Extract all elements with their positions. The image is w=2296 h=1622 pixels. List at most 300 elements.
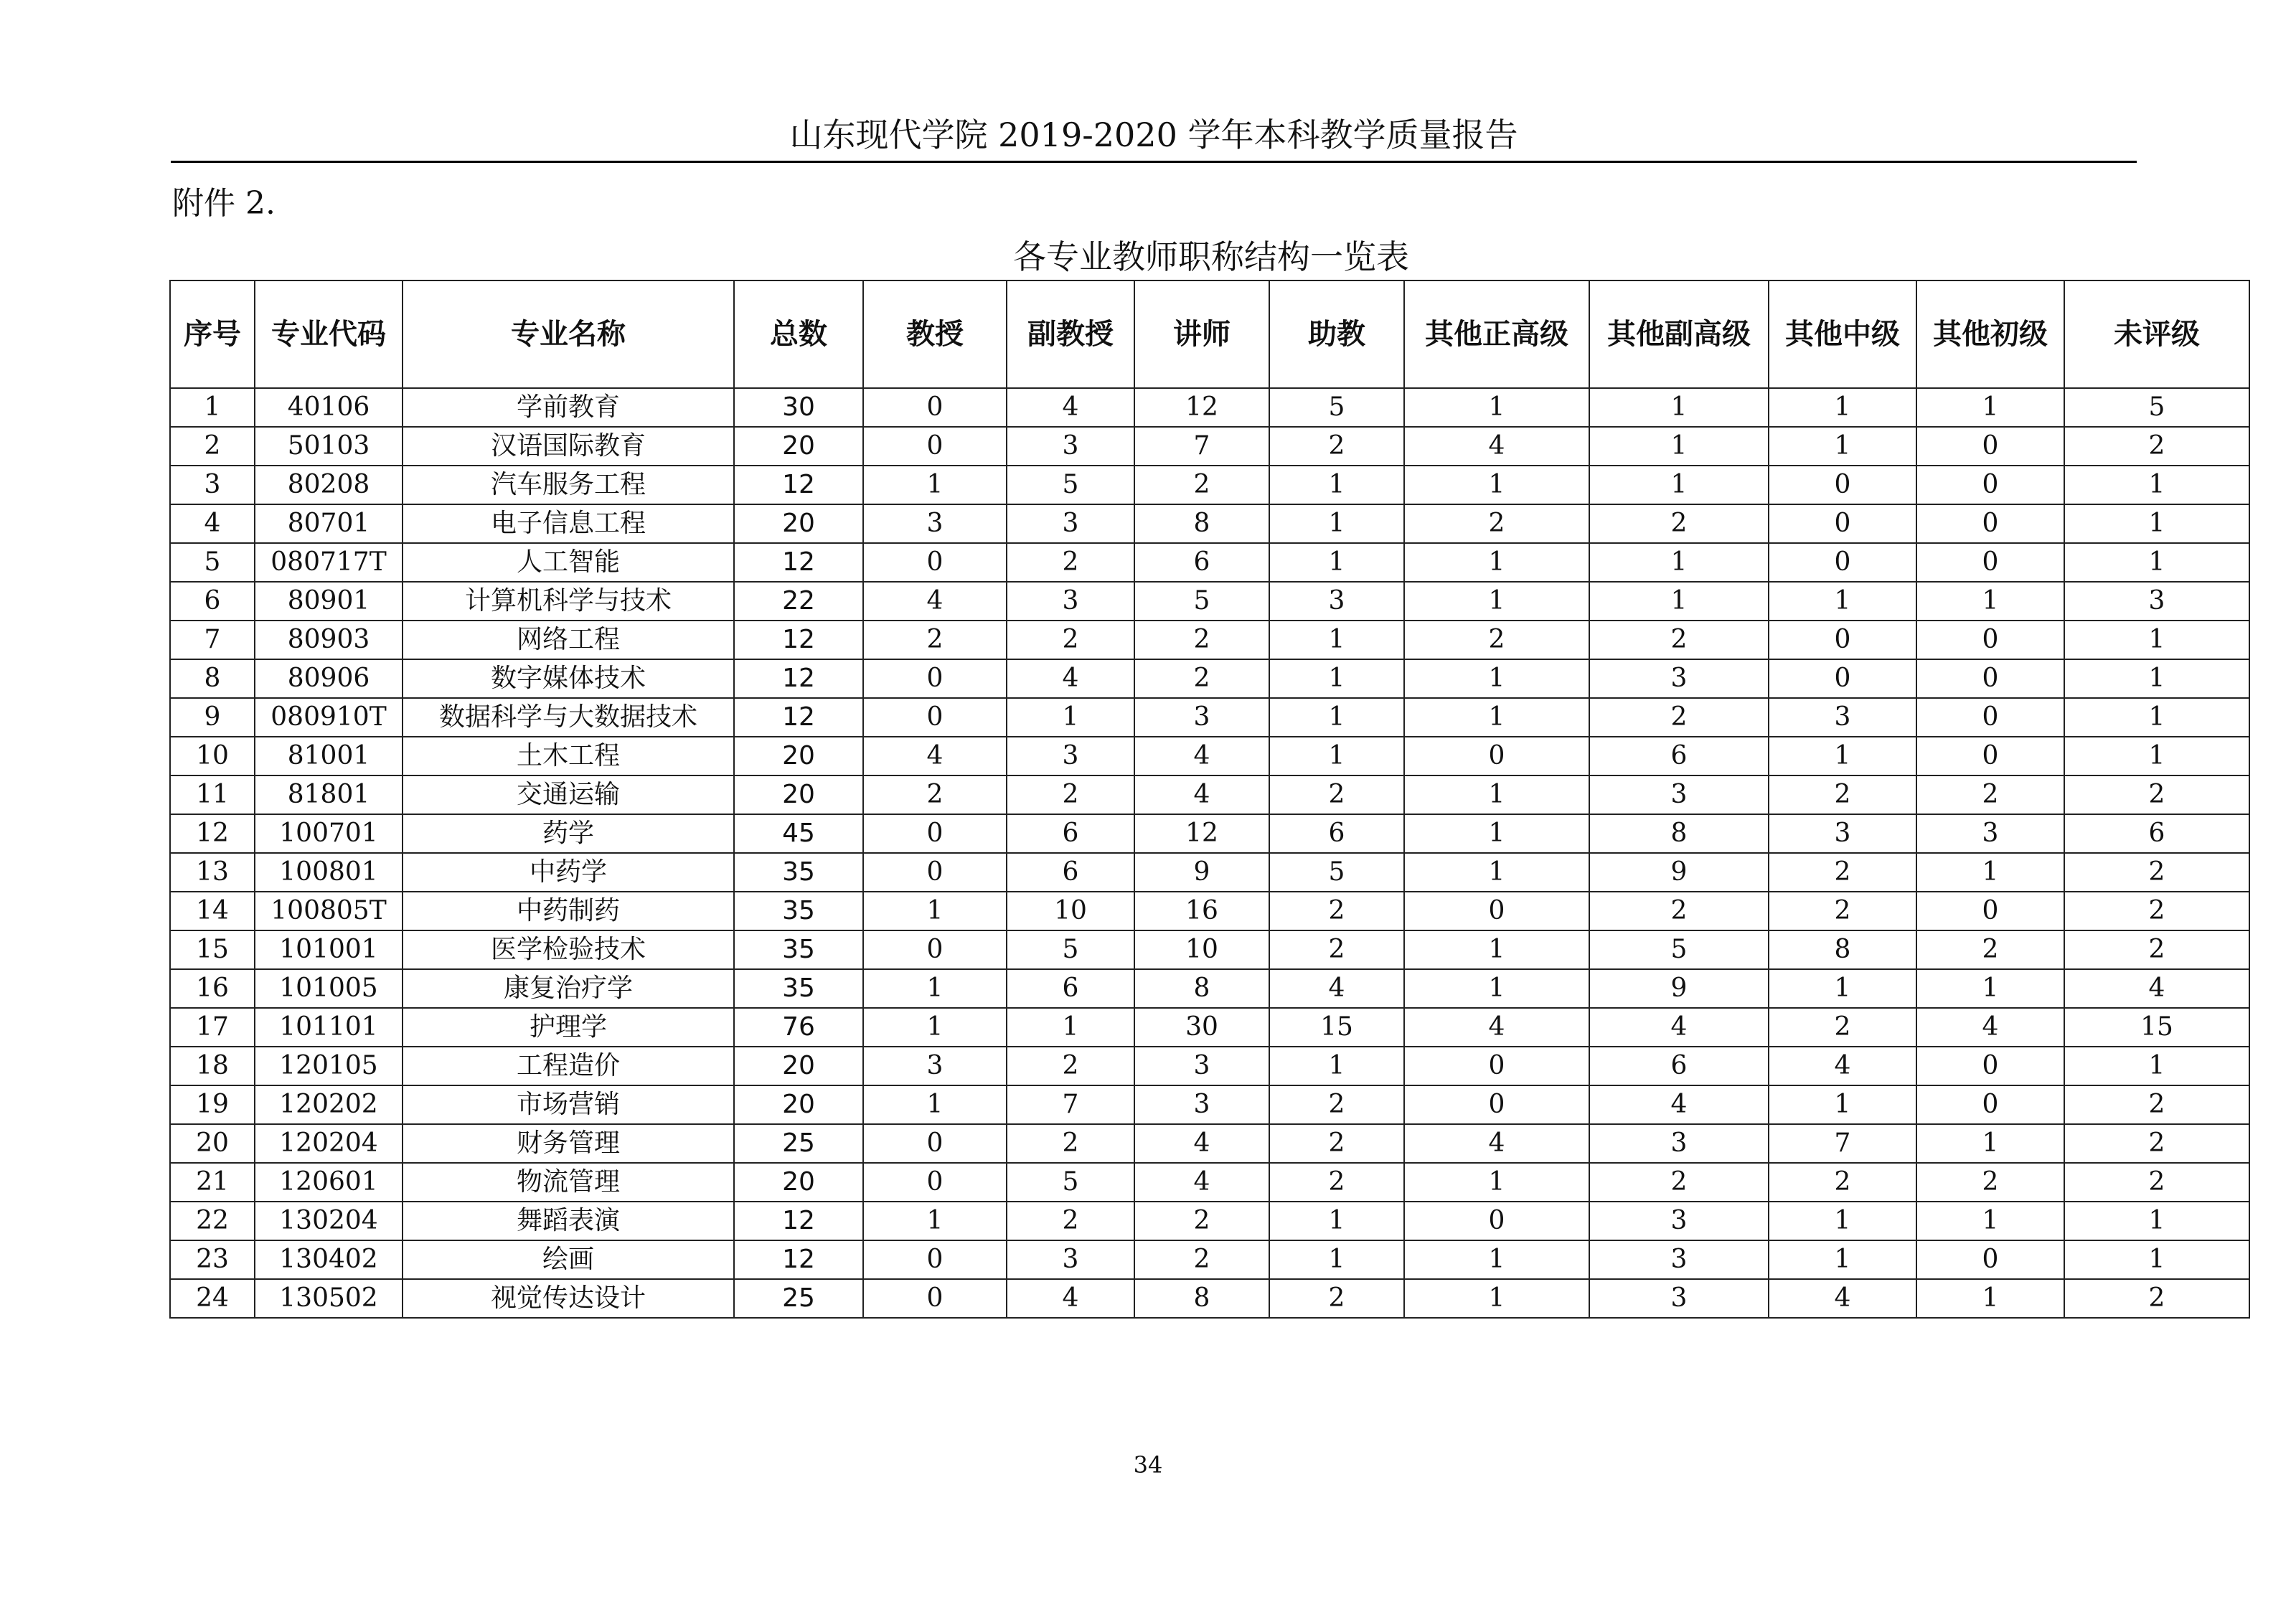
cell-assistant: 1 [1269, 659, 1404, 698]
cell-other-senior: 1 [1404, 582, 1589, 621]
cell-other-senior: 0 [1404, 1202, 1589, 1240]
table-title: 各专业教师职称结构一览表 [1013, 237, 1409, 276]
cell-other-intermediate: 2 [1769, 1008, 1916, 1047]
cell-other-junior: 0 [1916, 504, 2064, 543]
cell-major: 物流管理 [403, 1163, 734, 1202]
cell-major: 药学 [403, 814, 734, 853]
cell-other-junior: 3 [1916, 814, 2064, 853]
cell-unrated: 2 [2064, 1279, 2249, 1318]
cell-professor: 3 [863, 1047, 1007, 1085]
cell-other-junior: 1 [1916, 969, 2064, 1008]
cell-major: 市场营销 [403, 1085, 734, 1124]
cell-seq: 20 [170, 1124, 255, 1163]
table-row [170, 427, 2249, 466]
cell-other-junior: 2 [1916, 930, 2064, 969]
cell-other-intermediate: 2 [1769, 853, 1916, 892]
cell-total: 12 [734, 1240, 863, 1279]
cell-other-junior: 1 [1916, 1124, 2064, 1163]
cell-assistant: 1 [1269, 698, 1404, 737]
cell-professor: 0 [863, 427, 1007, 466]
table-body [170, 388, 2249, 1318]
header-divider [171, 161, 2137, 163]
cell-other-senior: 1 [1404, 659, 1589, 698]
cell-unrated: 2 [2064, 1163, 2249, 1202]
cell-other-junior: 0 [1916, 621, 2064, 659]
cell-associate-professor: 5 [1007, 466, 1134, 504]
cell-total: 35 [734, 853, 863, 892]
column-header-unrated: 未评级 [2064, 280, 2249, 388]
cell-major: 汉语国际教育 [403, 427, 734, 466]
cell-other-senior: 0 [1404, 1085, 1589, 1124]
column-header-other-intermediate: 其他中级 [1769, 280, 1916, 388]
cell-associate-professor: 4 [1007, 659, 1134, 698]
cell-unrated: 6 [2064, 814, 2249, 853]
cell-assistant: 1 [1269, 466, 1404, 504]
cell-unrated: 1 [2064, 698, 2249, 737]
cell-other-vice-senior: 1 [1589, 582, 1769, 621]
cell-unrated: 3 [2064, 582, 2249, 621]
cell-unrated: 2 [2064, 1124, 2249, 1163]
cell-professor: 0 [863, 543, 1007, 582]
table-row [170, 543, 2249, 582]
table-row [170, 582, 2249, 621]
cell-major: 汽车服务工程 [403, 466, 734, 504]
cell-total: 35 [734, 969, 863, 1008]
cell-total: 12 [734, 621, 863, 659]
cell-lecturer: 4 [1134, 1163, 1269, 1202]
cell-professor: 0 [863, 930, 1007, 969]
cell-other-intermediate: 1 [1769, 1202, 1916, 1240]
cell-code: 120601 [255, 1163, 403, 1202]
cell-other-junior: 0 [1916, 1085, 2064, 1124]
column-header-other-vice-senior: 其他副高级 [1589, 280, 1769, 388]
cell-seq: 23 [170, 1240, 255, 1279]
cell-associate-professor: 4 [1007, 1279, 1134, 1318]
cell-other-senior: 2 [1404, 504, 1589, 543]
cell-other-vice-senior: 1 [1589, 388, 1769, 427]
cell-other-vice-senior: 4 [1589, 1008, 1769, 1047]
cell-total: 20 [734, 737, 863, 775]
cell-professor: 0 [863, 1240, 1007, 1279]
cell-code: 81801 [255, 775, 403, 814]
cell-associate-professor: 3 [1007, 504, 1134, 543]
cell-other-senior: 4 [1404, 1008, 1589, 1047]
cell-seq: 9 [170, 698, 255, 737]
cell-other-junior: 1 [1916, 388, 2064, 427]
cell-associate-professor: 6 [1007, 814, 1134, 853]
cell-assistant: 2 [1269, 1163, 1404, 1202]
cell-lecturer: 9 [1134, 853, 1269, 892]
cell-other-intermediate: 8 [1769, 930, 1916, 969]
cell-other-intermediate: 1 [1769, 969, 1916, 1008]
cell-total: 20 [734, 1085, 863, 1124]
cell-total: 20 [734, 427, 863, 466]
cell-associate-professor: 3 [1007, 582, 1134, 621]
cell-assistant: 2 [1269, 1085, 1404, 1124]
cell-assistant: 2 [1269, 892, 1404, 930]
cell-total: 12 [734, 543, 863, 582]
table-row [170, 1008, 2249, 1047]
cell-other-vice-senior: 3 [1589, 659, 1769, 698]
cell-other-vice-senior: 3 [1589, 1124, 1769, 1163]
column-header-seq: 序号 [170, 280, 255, 388]
cell-code: 130204 [255, 1202, 403, 1240]
cell-other-senior: 1 [1404, 1240, 1589, 1279]
cell-code: 120202 [255, 1085, 403, 1124]
cell-professor: 0 [863, 814, 1007, 853]
cell-other-junior: 0 [1916, 892, 2064, 930]
cell-professor: 0 [863, 1279, 1007, 1318]
cell-other-vice-senior: 4 [1589, 1085, 1769, 1124]
cell-seq: 15 [170, 930, 255, 969]
table-row [170, 969, 2249, 1008]
cell-seq: 7 [170, 621, 255, 659]
cell-lecturer: 6 [1134, 543, 1269, 582]
cell-other-junior: 1 [1916, 1279, 2064, 1318]
cell-professor: 4 [863, 582, 1007, 621]
cell-associate-professor: 3 [1007, 737, 1134, 775]
cell-code: 080910T [255, 698, 403, 737]
cell-other-junior: 0 [1916, 698, 2064, 737]
cell-professor: 0 [863, 853, 1007, 892]
cell-assistant: 2 [1269, 1279, 1404, 1318]
cell-other-intermediate: 7 [1769, 1124, 1916, 1163]
cell-other-intermediate: 2 [1769, 775, 1916, 814]
cell-unrated: 5 [2064, 388, 2249, 427]
cell-assistant: 1 [1269, 543, 1404, 582]
cell-other-vice-senior: 1 [1589, 466, 1769, 504]
cell-code: 130502 [255, 1279, 403, 1318]
cell-unrated: 2 [2064, 427, 2249, 466]
cell-total: 12 [734, 659, 863, 698]
attachment-label: 附件 2. [172, 185, 276, 222]
cell-associate-professor: 1 [1007, 698, 1134, 737]
cell-associate-professor: 2 [1007, 1124, 1134, 1163]
cell-associate-professor: 4 [1007, 388, 1134, 427]
table-row [170, 1163, 2249, 1202]
cell-total: 25 [734, 1279, 863, 1318]
cell-other-junior: 0 [1916, 737, 2064, 775]
cell-other-vice-senior: 3 [1589, 1202, 1769, 1240]
cell-unrated: 1 [2064, 504, 2249, 543]
cell-other-senior: 1 [1404, 1279, 1589, 1318]
cell-lecturer: 8 [1134, 504, 1269, 543]
table-row [170, 775, 2249, 814]
cell-unrated: 2 [2064, 853, 2249, 892]
cell-major: 医学检验技术 [403, 930, 734, 969]
cell-other-junior: 2 [1916, 1163, 2064, 1202]
cell-professor: 2 [863, 621, 1007, 659]
cell-assistant: 5 [1269, 388, 1404, 427]
cell-other-intermediate: 0 [1769, 621, 1916, 659]
cell-total: 20 [734, 1047, 863, 1085]
column-header-major: 专业名称 [403, 280, 734, 388]
cell-associate-professor: 2 [1007, 1202, 1134, 1240]
cell-other-vice-senior: 3 [1589, 775, 1769, 814]
cell-other-intermediate: 3 [1769, 814, 1916, 853]
cell-professor: 0 [863, 1163, 1007, 1202]
cell-other-senior: 1 [1404, 775, 1589, 814]
column-header-lecturer: 讲师 [1134, 280, 1269, 388]
cell-professor: 1 [863, 892, 1007, 930]
column-header-total: 总数 [734, 280, 863, 388]
table-row [170, 1047, 2249, 1085]
cell-code: 120105 [255, 1047, 403, 1085]
cell-seq: 4 [170, 504, 255, 543]
cell-total: 35 [734, 930, 863, 969]
column-header-code: 专业代码 [255, 280, 403, 388]
cell-assistant: 2 [1269, 427, 1404, 466]
table-row [170, 1085, 2249, 1124]
cell-other-senior: 1 [1404, 853, 1589, 892]
cell-other-intermediate: 2 [1769, 1163, 1916, 1202]
cell-other-intermediate: 1 [1769, 1085, 1916, 1124]
cell-associate-professor: 2 [1007, 621, 1134, 659]
cell-other-senior: 4 [1404, 427, 1589, 466]
cell-total: 45 [734, 814, 863, 853]
cell-other-vice-senior: 5 [1589, 930, 1769, 969]
cell-total: 12 [734, 466, 863, 504]
cell-unrated: 1 [2064, 659, 2249, 698]
cell-lecturer: 2 [1134, 1202, 1269, 1240]
cell-professor: 1 [863, 1008, 1007, 1047]
cell-unrated: 1 [2064, 1047, 2249, 1085]
cell-seq: 14 [170, 892, 255, 930]
cell-associate-professor: 5 [1007, 930, 1134, 969]
cell-other-intermediate: 1 [1769, 427, 1916, 466]
cell-professor: 4 [863, 737, 1007, 775]
cell-associate-professor: 2 [1007, 1047, 1134, 1085]
cell-other-intermediate: 1 [1769, 582, 1916, 621]
cell-other-intermediate: 4 [1769, 1047, 1916, 1085]
cell-seq: 5 [170, 543, 255, 582]
cell-other-intermediate: 1 [1769, 737, 1916, 775]
cell-major: 学前教育 [403, 388, 734, 427]
table-row [170, 504, 2249, 543]
cell-other-intermediate: 0 [1769, 466, 1916, 504]
cell-professor: 0 [863, 659, 1007, 698]
cell-assistant: 2 [1269, 775, 1404, 814]
cell-professor: 1 [863, 1085, 1007, 1124]
cell-code: 50103 [255, 427, 403, 466]
cell-other-vice-senior: 1 [1589, 543, 1769, 582]
table-row [170, 930, 2249, 969]
cell-major: 财务管理 [403, 1124, 734, 1163]
cell-code: 40106 [255, 388, 403, 427]
cell-other-junior: 1 [1916, 582, 2064, 621]
cell-seq: 10 [170, 737, 255, 775]
cell-seq: 12 [170, 814, 255, 853]
cell-other-senior: 2 [1404, 621, 1589, 659]
table-header-row [170, 280, 2249, 388]
cell-lecturer: 4 [1134, 775, 1269, 814]
cell-other-senior: 1 [1404, 814, 1589, 853]
cell-major: 康复治疗学 [403, 969, 734, 1008]
cell-other-vice-senior: 2 [1589, 892, 1769, 930]
cell-seq: 18 [170, 1047, 255, 1085]
cell-associate-professor: 2 [1007, 775, 1134, 814]
cell-seq: 24 [170, 1279, 255, 1318]
cell-other-intermediate: 1 [1769, 388, 1916, 427]
cell-other-senior: 1 [1404, 969, 1589, 1008]
cell-total: 20 [734, 504, 863, 543]
table-row [170, 737, 2249, 775]
cell-unrated: 1 [2064, 466, 2249, 504]
cell-associate-professor: 1 [1007, 1008, 1134, 1047]
cell-major: 中药学 [403, 853, 734, 892]
cell-seq: 8 [170, 659, 255, 698]
table-row [170, 853, 2249, 892]
cell-total: 12 [734, 1202, 863, 1240]
cell-lecturer: 2 [1134, 1240, 1269, 1279]
cell-unrated: 15 [2064, 1008, 2249, 1047]
cell-other-senior: 1 [1404, 698, 1589, 737]
cell-other-vice-senior: 8 [1589, 814, 1769, 853]
column-header-assistant: 助教 [1269, 280, 1404, 388]
table-row [170, 1124, 2249, 1163]
cell-other-senior: 0 [1404, 1047, 1589, 1085]
teacher-title-table [169, 280, 2250, 1319]
cell-major: 工程造价 [403, 1047, 734, 1085]
cell-unrated: 2 [2064, 775, 2249, 814]
cell-seq: 6 [170, 582, 255, 621]
cell-seq: 3 [170, 466, 255, 504]
cell-code: 80906 [255, 659, 403, 698]
cell-associate-professor: 7 [1007, 1085, 1134, 1124]
column-header-professor: 教授 [863, 280, 1007, 388]
cell-major: 交通运输 [403, 775, 734, 814]
cell-other-junior: 1 [1916, 853, 2064, 892]
cell-unrated: 4 [2064, 969, 2249, 1008]
cell-other-intermediate: 0 [1769, 504, 1916, 543]
cell-other-senior: 4 [1404, 1124, 1589, 1163]
cell-other-junior: 0 [1916, 466, 2064, 504]
cell-associate-professor: 10 [1007, 892, 1134, 930]
cell-professor: 1 [863, 1202, 1007, 1240]
column-header-other-senior: 其他正高级 [1404, 280, 1589, 388]
cell-code: 100701 [255, 814, 403, 853]
cell-assistant: 5 [1269, 853, 1404, 892]
cell-total: 12 [734, 698, 863, 737]
cell-unrated: 1 [2064, 737, 2249, 775]
cell-other-intermediate: 4 [1769, 1279, 1916, 1318]
cell-seq: 22 [170, 1202, 255, 1240]
cell-code: 80701 [255, 504, 403, 543]
cell-unrated: 2 [2064, 930, 2249, 969]
cell-other-junior: 0 [1916, 659, 2064, 698]
cell-code: 101005 [255, 969, 403, 1008]
cell-other-vice-senior: 2 [1589, 698, 1769, 737]
cell-assistant: 1 [1269, 1240, 1404, 1279]
cell-assistant: 3 [1269, 582, 1404, 621]
cell-other-junior: 4 [1916, 1008, 2064, 1047]
cell-professor: 0 [863, 698, 1007, 737]
cell-other-vice-senior: 2 [1589, 621, 1769, 659]
page-header-title: 山东现代学院 2019-2020 学年本科教学质量报告 [789, 115, 1518, 154]
cell-professor: 0 [863, 1124, 1007, 1163]
cell-lecturer: 3 [1134, 1085, 1269, 1124]
cell-major: 数据科学与大数据技术 [403, 698, 734, 737]
table-row [170, 1240, 2249, 1279]
cell-professor: 1 [863, 969, 1007, 1008]
cell-code: 100805T [255, 892, 403, 930]
cell-other-vice-senior: 2 [1589, 1163, 1769, 1202]
cell-other-senior: 1 [1404, 1163, 1589, 1202]
cell-seq: 19 [170, 1085, 255, 1124]
cell-lecturer: 4 [1134, 737, 1269, 775]
cell-unrated: 2 [2064, 1085, 2249, 1124]
cell-other-junior: 0 [1916, 543, 2064, 582]
cell-other-vice-senior: 6 [1589, 1047, 1769, 1085]
cell-lecturer: 8 [1134, 1279, 1269, 1318]
cell-seq: 21 [170, 1163, 255, 1202]
cell-lecturer: 3 [1134, 1047, 1269, 1085]
cell-lecturer: 2 [1134, 621, 1269, 659]
cell-unrated: 1 [2064, 1240, 2249, 1279]
cell-code: 080717T [255, 543, 403, 582]
table-row [170, 659, 2249, 698]
cell-assistant: 1 [1269, 621, 1404, 659]
cell-major: 视觉传达设计 [403, 1279, 734, 1318]
cell-other-junior: 0 [1916, 1047, 2064, 1085]
cell-lecturer: 7 [1134, 427, 1269, 466]
cell-associate-professor: 5 [1007, 1163, 1134, 1202]
cell-seq: 13 [170, 853, 255, 892]
cell-assistant: 1 [1269, 1202, 1404, 1240]
cell-code: 100801 [255, 853, 403, 892]
cell-other-vice-senior: 3 [1589, 1240, 1769, 1279]
cell-lecturer: 8 [1134, 969, 1269, 1008]
cell-assistant: 1 [1269, 737, 1404, 775]
page-number: 34 [1133, 1451, 1163, 1479]
cell-other-senior: 1 [1404, 543, 1589, 582]
cell-lecturer: 12 [1134, 814, 1269, 853]
cell-other-vice-senior: 6 [1589, 737, 1769, 775]
cell-associate-professor: 3 [1007, 1240, 1134, 1279]
cell-other-intermediate: 1 [1769, 1240, 1916, 1279]
cell-associate-professor: 6 [1007, 853, 1134, 892]
cell-assistant: 6 [1269, 814, 1404, 853]
cell-lecturer: 12 [1134, 388, 1269, 427]
cell-unrated: 1 [2064, 621, 2249, 659]
cell-other-vice-senior: 3 [1589, 1279, 1769, 1318]
cell-other-intermediate: 2 [1769, 892, 1916, 930]
cell-other-junior: 0 [1916, 427, 2064, 466]
cell-lecturer: 4 [1134, 1124, 1269, 1163]
cell-associate-professor: 3 [1007, 427, 1134, 466]
cell-major: 计算机科学与技术 [403, 582, 734, 621]
cell-assistant: 2 [1269, 1124, 1404, 1163]
cell-major: 中药制药 [403, 892, 734, 930]
cell-code: 80903 [255, 621, 403, 659]
table-row [170, 1279, 2249, 1318]
cell-other-intermediate: 0 [1769, 543, 1916, 582]
cell-other-intermediate: 0 [1769, 659, 1916, 698]
cell-lecturer: 16 [1134, 892, 1269, 930]
cell-major: 数字媒体技术 [403, 659, 734, 698]
cell-associate-professor: 6 [1007, 969, 1134, 1008]
cell-major: 网络工程 [403, 621, 734, 659]
cell-other-vice-senior: 2 [1589, 504, 1769, 543]
cell-professor: 1 [863, 466, 1007, 504]
table-row [170, 698, 2249, 737]
cell-major: 人工智能 [403, 543, 734, 582]
cell-other-junior: 0 [1916, 1240, 2064, 1279]
cell-other-intermediate: 3 [1769, 698, 1916, 737]
cell-seq: 11 [170, 775, 255, 814]
cell-seq: 16 [170, 969, 255, 1008]
cell-code: 80208 [255, 466, 403, 504]
